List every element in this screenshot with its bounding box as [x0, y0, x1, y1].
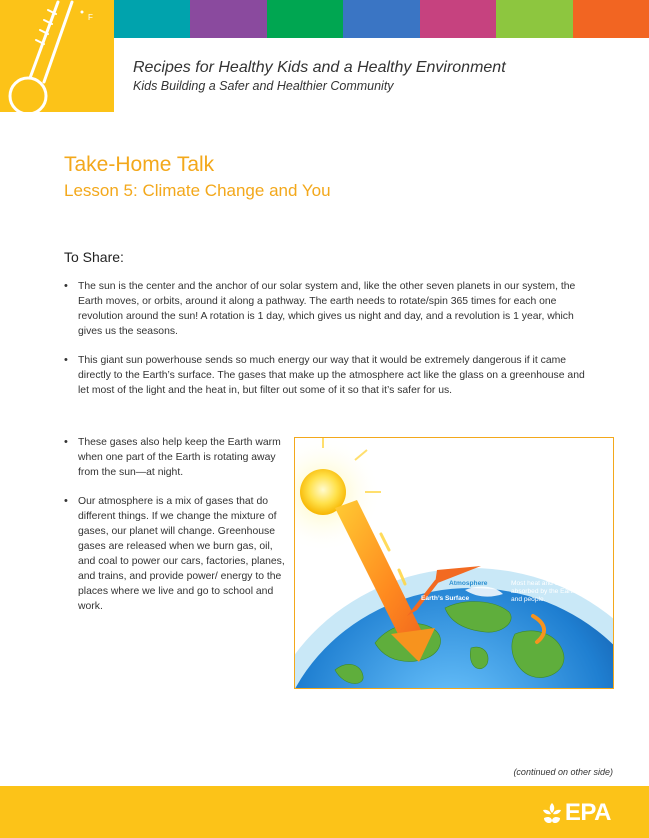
- header-subtitle: Kids Building a Safer and Healthier Community: [133, 79, 394, 93]
- list-item: • The sun is the center and the anchor of our solar system and, like the other seven planets in our system, the Earth moves, or orbits, around it along a pathway. The earth needs to rotate/spin 365 times for each one revolution around the sun! A rotation is 1 day, which gives us night and day, and a revolution is 1 year, which gives us the seasons.: [64, 279, 594, 339]
- stripe-lime: [496, 0, 572, 38]
- stripe-purple: [190, 0, 266, 38]
- label-heat-light: Heat and light energy: [395, 504, 458, 511]
- thermometer-icon: [0, 0, 114, 112]
- greenhouse-effect-illustration: [294, 437, 614, 689]
- stripe-green: [267, 0, 343, 38]
- header: [133, 58, 633, 94]
- label-most-heat: Most heat and energy are absorbed by the Earth, crops, and people.: [511, 580, 598, 603]
- label-earth-surface: Earth’s Surface: [421, 595, 470, 602]
- epa-flower-icon: [542, 802, 562, 824]
- label-absorbed-atmosphere: Some heat is absorbed by the atmosphere: [447, 539, 535, 554]
- share-heading: To Share:: [64, 249, 124, 265]
- share-bullets-side: [64, 435, 286, 628]
- stripe-teal: [114, 0, 190, 38]
- color-stripes: [114, 0, 649, 38]
- logo-block: [0, 0, 114, 112]
- stripe-blue: [343, 0, 419, 38]
- stripe-pink: [420, 0, 496, 38]
- label-atmosphere: Atmosphere: [449, 580, 488, 587]
- epa-logo-text: EPA: [564, 799, 611, 826]
- continued-note: (continued on other side): [513, 767, 613, 777]
- stripe-orange: [573, 0, 649, 38]
- footer-bar: [0, 786, 649, 838]
- list-item: • Our atmosphere is a mix of gases that do different things. If we change the mixture of gases, our planet will change. Greenhouse gases are released when we burn gas, oil, and coal to power our cars, factories, planes, and trains, and provide power/ energy to the places where we live and go to school and work.: [64, 494, 286, 614]
- top-banner: [0, 0, 649, 38]
- header-title: Recipes for Healthy Kids and a Healthy Environment: [133, 59, 506, 76]
- share-bullets-full: [64, 279, 594, 412]
- greenhouse-diagram: [295, 438, 613, 688]
- lesson-subtitle: Lesson 5: Climate Change and You: [64, 181, 331, 200]
- lesson-title: Take-Home Talk: [64, 153, 215, 176]
- list-item: • This giant sun powerhouse sends so much energy our way that it would be extremely dangerous if it came directly to the Earth’s surface. The gases that make up the atmosphere act like the glass on a greenhouse and let most of the light and the heat in, but filter out some of it so that it’s safer for us.: [64, 353, 594, 398]
- epa-logo: [542, 799, 611, 827]
- svg-text:F: F: [88, 13, 93, 22]
- list-item: • These gases also help keep the Earth warm when one part of the Earth is rotating away from the sun—at night.: [64, 435, 286, 480]
